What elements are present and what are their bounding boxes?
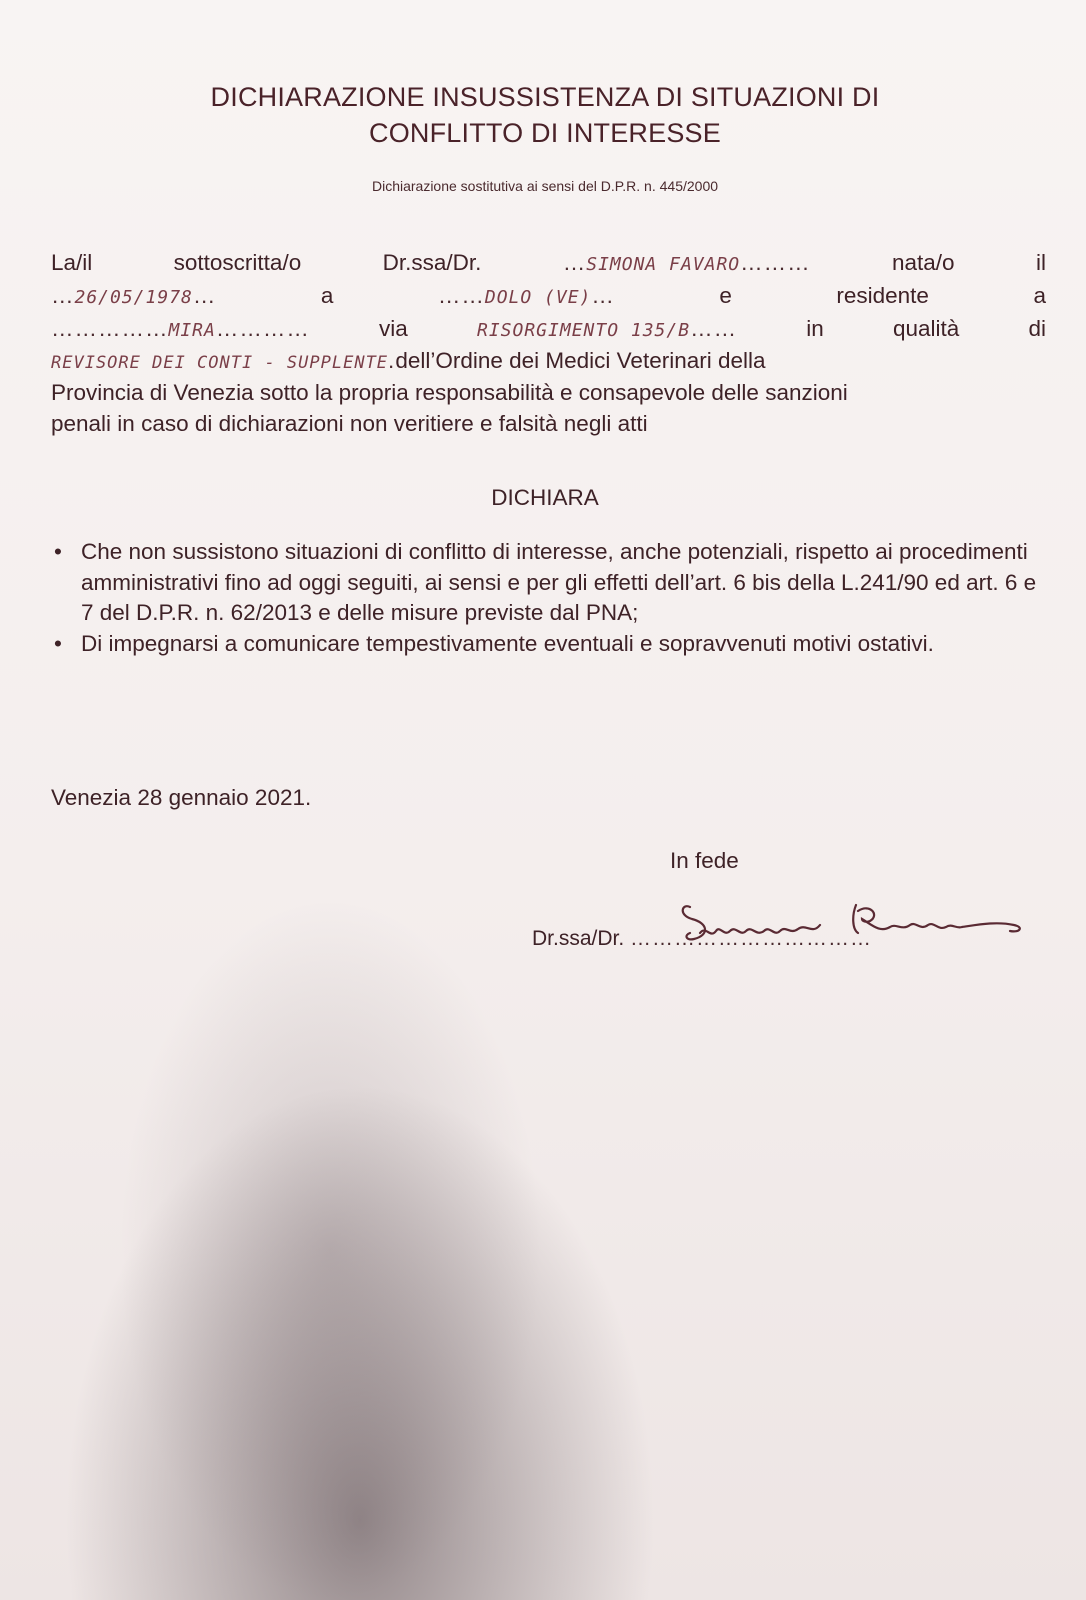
form-line-1 bbox=[51, 250, 1046, 280]
label-in: in bbox=[806, 316, 824, 341]
bullet-icon: • bbox=[54, 630, 62, 656]
label-via: via bbox=[379, 316, 408, 341]
section-heading: DICHIARA bbox=[491, 485, 599, 510]
signature-dots: …………………………… bbox=[630, 927, 873, 950]
street-field: RISORGIMENTO 135/B …… bbox=[477, 316, 738, 341]
bullet-text-1: Che non sussistono situazioni di conflitto di interesse, anche potenziali, rispetto ai procedimenti amministrativi fino ad oggi seguiti, ai sensi e per gli effetti dell’art. 6 bis della L.241/90 ed art. 6 e 7 del D.P.R. n. 62/2013 e delle misure previste dal PNA; bbox=[81, 539, 1037, 625]
name-field: … SIMONA FAVARO ……… bbox=[562, 250, 811, 275]
form-line-6: penali in caso di dichiarazioni non veritiere e falsità negli atti bbox=[51, 411, 648, 436]
form-line-2 bbox=[51, 283, 1046, 313]
handwritten-birth-place: DOLO (VE) bbox=[484, 287, 592, 308]
handwritten-role: REVISORE DEI CONTI - SUPPLENTE bbox=[51, 353, 389, 373]
birth-date-field: … 26/05/1978 … bbox=[51, 283, 217, 308]
bullet-icon: • bbox=[54, 539, 62, 564]
document-title-line1: DICHIARAZIONE INSUSSISTENZA DI SITUAZIONI DI bbox=[210, 82, 880, 112]
label-la-il: La/il bbox=[51, 250, 93, 275]
label-qualita: qualità bbox=[892, 316, 960, 341]
place-date: Venezia 28 gennaio 2021. bbox=[51, 785, 312, 810]
handwritten-street: RISORGIMENTO 135/B bbox=[477, 320, 691, 341]
bullet-text-2: Di impegnarsi a comunicare tempestivamente eventuali e sopravvenuti motivi ostativi. bbox=[81, 630, 934, 656]
document-title-line2: CONFLITTO DI INTERESSE bbox=[369, 118, 721, 148]
handwritten-name: SIMONA FAVARO bbox=[586, 254, 741, 275]
form-line-4: REVISORE DEI CONTI - SUPPLENTE.dell’Ordine dei Medici Veterinari della bbox=[51, 348, 766, 373]
form-line-5: Provincia di Venezia sotto la propria responsabilità e consapevole delle sanzioni bbox=[51, 380, 848, 405]
closing-text: In fede bbox=[670, 848, 739, 873]
label-a2: a bbox=[1033, 283, 1046, 308]
label-di: di bbox=[1028, 316, 1046, 341]
list-item bbox=[51, 537, 1041, 629]
declaration-list bbox=[51, 537, 1041, 659]
list-item bbox=[51, 629, 1041, 660]
label-il: il bbox=[1035, 250, 1046, 275]
handwritten-birth-date: 26/05/1978 bbox=[74, 287, 193, 308]
label-e: e bbox=[719, 283, 732, 308]
label-sottoscritta: sottoscritta/o bbox=[173, 250, 302, 275]
document-subtitle: Dichiarazione sostitutiva ai sensi del D.P.R. n. 445/2000 bbox=[371, 178, 719, 194]
label-nata: nata/o bbox=[892, 250, 955, 275]
form-line-3 bbox=[51, 316, 1046, 346]
label-ordine: dell’Ordine dei Medici Veterinari della bbox=[395, 348, 766, 373]
label-drssa: Dr.ssa/Dr. bbox=[382, 250, 482, 275]
birth-place-field: …… DOLO (VE) … bbox=[437, 283, 615, 308]
handwritten-residence: MIRA bbox=[168, 320, 216, 341]
signature-label: Dr.ssa/Dr. bbox=[532, 927, 625, 950]
label-residente: residente bbox=[836, 283, 929, 308]
residence-field: …………… MIRA ………… bbox=[51, 316, 310, 341]
label-a: a bbox=[320, 283, 334, 308]
handwritten-signature bbox=[680, 895, 1040, 965]
